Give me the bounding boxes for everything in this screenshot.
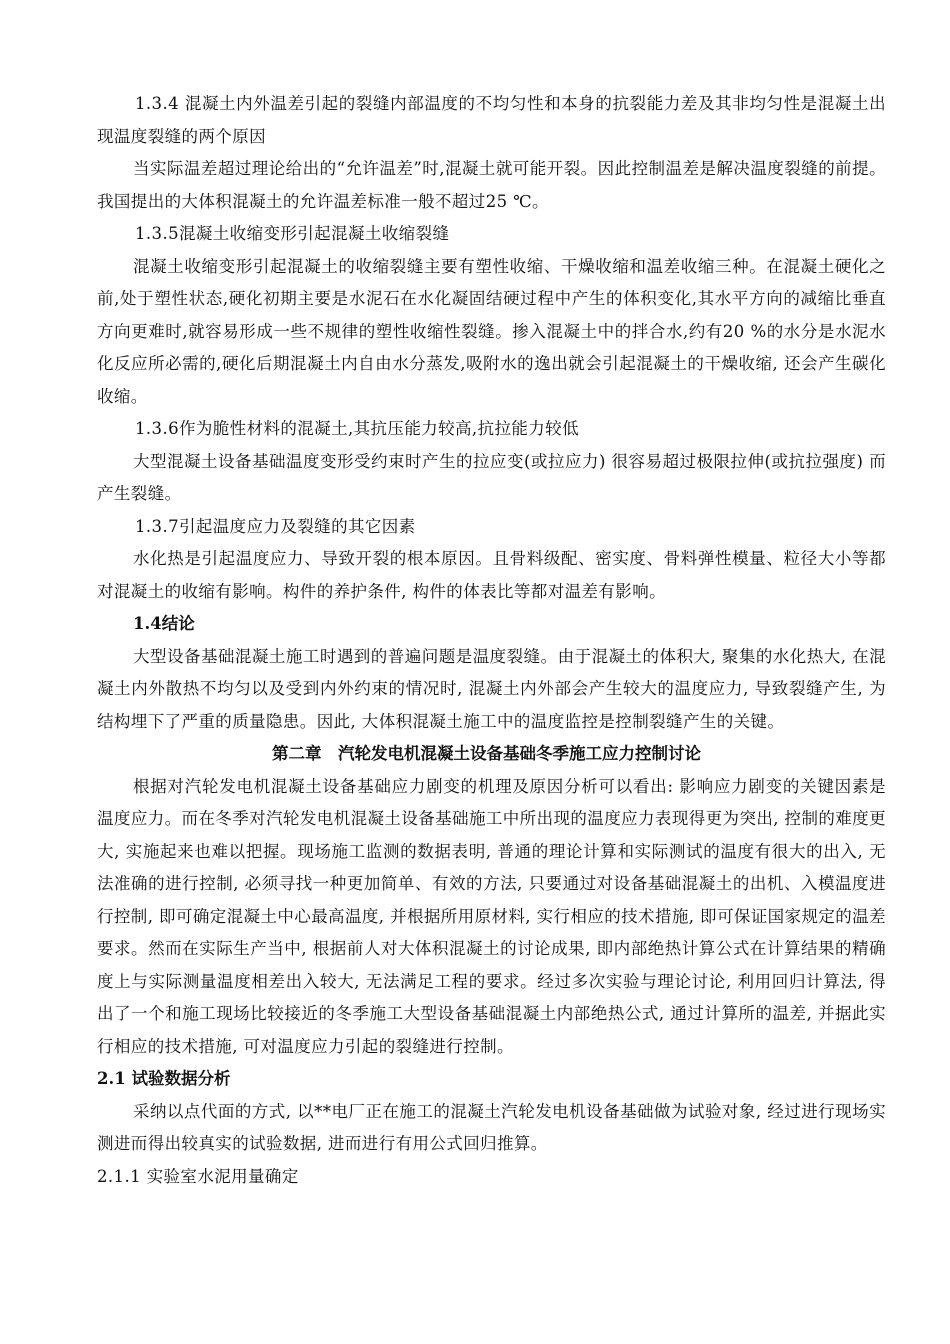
tensile-strain-paragraph: 大型混凝土设备基础温度变形受约束时产生的拉应变(或拉应力) 很容易超过极限拉伸(或抗拉强度) 而产生裂缝。 — [97, 451, 886, 503]
shrinkage-cracks-paragraph: 混凝土收缩变形引起混凝土的收缩裂缝主要有塑性收缩、干燥收缩和温差收缩三种。在混凝土硬化之前,处于塑性状态,硬化初期主要是水泥石在水化凝固结硬过程中产生的体积变化,其水平方向的减缩比垂直方向更难时,就容易形成一些不规律的塑性收缩性裂缝。掺入混凝土中的拌合水,约有20 %的水分是水泥水化反应所必需的,硬化后期混凝土内自由水分蒸发,吸附水的逸出就会引起混凝土的干燥收缩, 还会产生碳化收缩。 — [97, 256, 886, 406]
section-2-1-1-heading: 2.1.1 实验室水泥用量确定 — [97, 1166, 299, 1186]
allowable-temperature-difference-paragraph: 当实际温差超过理论给出的“允许温差”时,混凝土就可能开裂。因此控制温差是解决温度裂缝的前提。我国提出的大体积混凝土的允许温差标准一般不超过25 ℃。 — [97, 159, 886, 211]
section-1-3-4-paragraph: 1.3.4 混凝土内外温差引起的裂缝内部温度的不均匀性和本身的抗裂能力差及其非均匀性是混凝土出现温度裂缝的两个原因 — [97, 94, 886, 146]
test-method-paragraph: 采纳以点代面的方式, 以**电厂正在施工的混凝土汽轮发电机设备基础做为试验对象, 经过进行现场实测进而得出较真实的试验数据, 进而进行有用公式回归推算。 — [97, 1101, 886, 1153]
chapter-2-intro-paragraph: 根据对汽轮发电机混凝土设备基础应力剧变的机理及原因分析可以看出: 影响应力剧变的关键因素是温度应力。而在冬季对汽轮发电机混凝土设备基础施工中所出现的温度应力表现得更为突出, 控制的难度更大, 实施起来也难以把握。现场施工监测的数据表明, 普通的理论计算和实际测试的温度有很大的出入, 无法准确的进行控制, 必须寻找一种更加简单、有效的方法, 只要通过对设备基础混凝土的出机、入模温度进行控制, 即可确定混凝土中心最高温度, 并根据所用原材料, 实行相应的技术措施, 即可保证国家规定的温差要求。然而在实际生产当中, 根据前人对大体积混凝土的讨论成果, 即内部绝热计算公式在计算结果的精确度上与实际测量温度相差出入较大, 无法满足工程的要求。经过多次实验与理论讨论, 利用回归计算法, 得出了一个和施工现场比较接近的冬季施工大型设备基础混凝土内部绝热公式, 通过计算所的温差, 并据此实行相应的技术措施, 可对温度应力引起的裂缝进行控制。 — [97, 776, 886, 1056]
section-1-3-5-heading: 1.3.5混凝土收缩变形引起混凝土收缩裂缝 — [135, 224, 450, 243]
hydration-heat-paragraph: 水化热是引起温度应力、导致开裂的根本原因。且骨料级配、密实度、骨料弹性模量、粒径大小等都对混凝土的收缩有影响。构件的养护条件, 构件的体表比等都对温差有影响。 — [97, 549, 886, 601]
section-1-3-6-heading: 1.3.6作为脆性材料的混凝土,其抗压能力较高,抗拉能力较低 — [135, 419, 579, 438]
conclusion-paragraph: 大型设备基础混凝土施工时遇到的普遍问题是温度裂缝。由于混凝土的体积大, 聚集的水化热大, 在混凝土内外散热不均匀以及受到内外约束的情况时, 混凝土内外部会产生较大的温度应力, 导致裂缝产生, 为结构埋下了严重的质量隐患。因此, 大体积混凝土施工中的温度监控是控制裂缝产生的关键。 — [97, 646, 886, 731]
chapter-2-title: 第二章 汽轮发电机混凝土设备基础冬季施工应力控制讨论 — [272, 744, 701, 763]
section-2-1-heading: 2.1 试验数据分析 — [97, 1069, 231, 1088]
section-1-4-heading: 1.4结论 — [133, 614, 195, 633]
section-1-3-7-heading: 1.3.7引起温度应力及裂缝的其它因素 — [135, 516, 416, 536]
